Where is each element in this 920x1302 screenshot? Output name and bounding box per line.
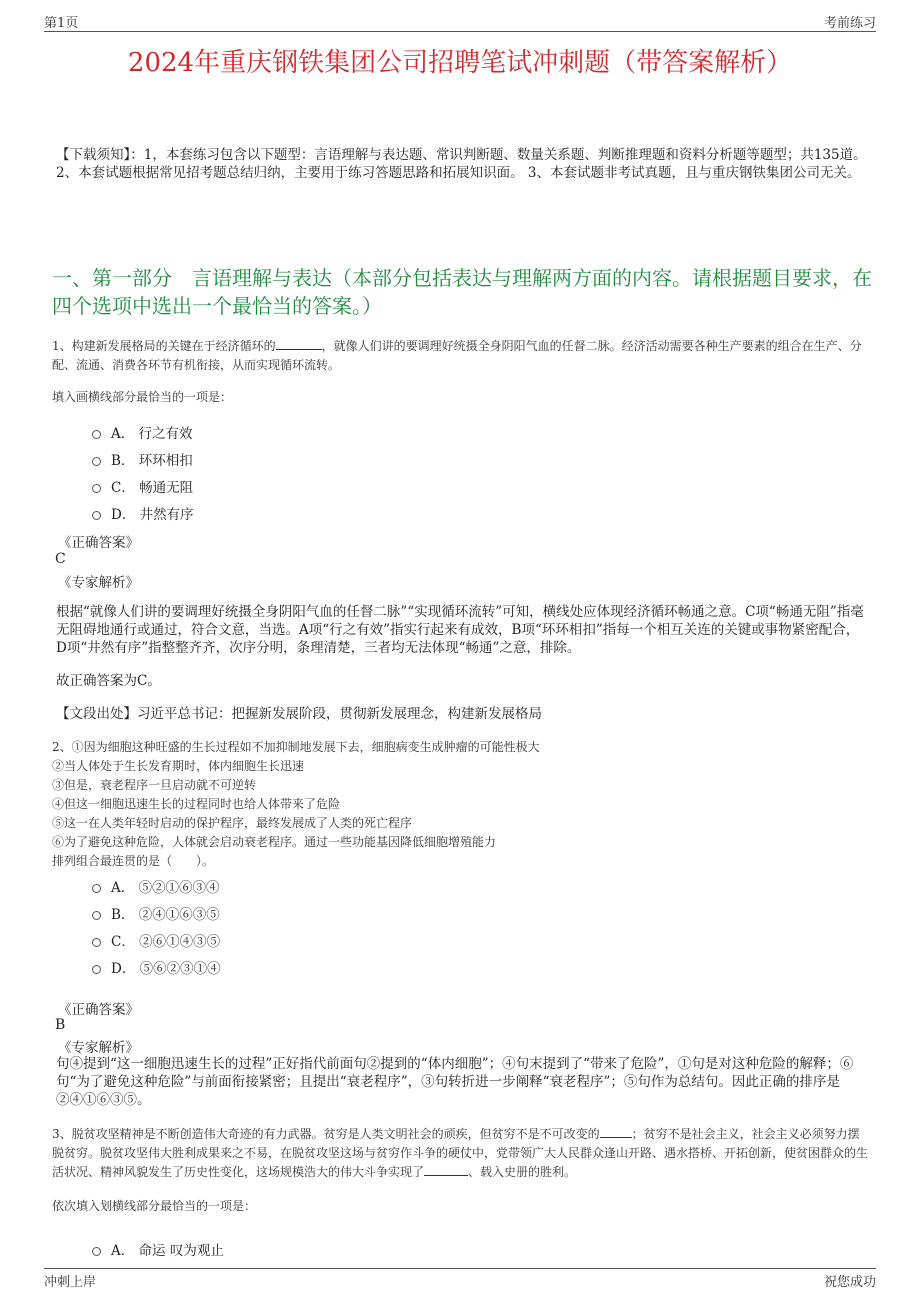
radio-icon[interactable] (92, 911, 101, 920)
header-divider (44, 31, 876, 32)
q2-option-a[interactable] (92, 872, 221, 899)
q2-analysis-label: 《专家解析》 (58, 1040, 139, 1056)
question-1-stem (52, 337, 868, 375)
q1-option-b[interactable] (92, 445, 194, 472)
q2-option-d-label: D． ⑤⑥②③①④ (111, 960, 221, 977)
q1-blank (276, 337, 322, 350)
question-2-stem (52, 738, 868, 871)
q1-option-c[interactable] (92, 472, 194, 499)
header-tag: 考前练习 (823, 16, 876, 31)
q2-answer-label: 《正确答案》 (58, 1002, 139, 1018)
radio-icon[interactable] (92, 1247, 101, 1256)
radio-icon[interactable] (92, 457, 101, 466)
q2-line-1: 2、①因为细胞这种旺盛的生长过程如不加抑制地发展下去，细胞病变生成肿瘤的可能性极大 (52, 740, 540, 754)
q3-option-a[interactable] (92, 1238, 224, 1260)
q1-answer-label: 《正确答案》 (58, 535, 139, 551)
q2-option-a-label: A． ⑤②①⑥③④ (111, 879, 220, 896)
q3-blank-1 (600, 1125, 632, 1138)
q1-option-d-label: D． 井然有序 (111, 506, 194, 523)
q1-option-d[interactable] (92, 499, 194, 526)
q1-stem-part-1: 1、构建新发展格局的关键在于经济循环的 (52, 339, 276, 353)
q2-option-c[interactable] (92, 926, 221, 953)
q1-conclusion: 故正确答案为C。 (56, 673, 161, 689)
q3-stem-part-2: ；贫穷不是社会主义，社会主义必须努力摆脱贫穷。脱贫攻坚伟大胜利成果来之不易，在脱贫攻坚这场与贫穷作斗争的硬仗中，党带领广大人民群众逢山开路、遇水搭桥、开拓创新，使贫困群众的生活状况、精神风貌发生了历史性变化，这场规模浩大的伟大斗争实现了 (52, 1127, 869, 1179)
q1-answer: C (55, 551, 66, 567)
q1-analysis: 根据“就像人们讲的要调理好统摄全身阴阳气血的任督二脉”“实现循环流转”可知，横线处应体现经济循环畅通之意。C项“畅通无阻”指毫无阻碍地通行或通过，符合文意，当选。A项“行之有效”指实行起来有成效，B项“环环相扣”指每一个相互关连的关键或事物紧密配合，D项“井然有序”指整整齐齐，次序分明，条理清楚，三者均无法体现“畅通”之意，排除。 (56, 604, 864, 656)
q3-blank-2 (424, 1163, 468, 1176)
q1-analysis-label: 《专家解析》 (58, 575, 139, 591)
q2-option-b-label: B． ②④①⑥③⑤ (111, 906, 220, 923)
radio-icon[interactable] (92, 938, 101, 947)
q1-source: 【文段出处】习近平总书记：把握新发展阶段，贯彻新发展理念，构建新发展格局 (56, 706, 542, 722)
question-1-prompt: 填入画横线部分最恰当的一项是： (52, 390, 233, 404)
radio-icon[interactable] (92, 884, 101, 893)
q2-line-5: ⑤这一在人类年轻时启动的保护程序，最终发展成了人类的死亡程序 (52, 816, 413, 830)
q1-option-c-label: C． 畅通无阻 (111, 479, 194, 496)
q3-option-a-label: A． 命运 叹为观止 (111, 1243, 224, 1259)
q2-analysis: 句④提到“这一细胞迅速生长的过程”正好指代前面句②提到的“体内细胞”；④句末提到了“带来了危险”，①句是对这种危险的解释；⑥句“为了避免这种危险”与前面衔接紧密；且提出“衰老程序”，③句转折进一步阐释“衰老程序”；⑤句作为总结句。因此正确的排序是②④①⑥③⑤。 (56, 1056, 854, 1108)
q2-answer: B (55, 1017, 66, 1033)
question-1-options (92, 418, 194, 526)
q2-line-2: ②当人体处于生长发育期时，体内细胞生长迅速 (52, 759, 305, 773)
q3-stem-part-1: 3、脱贫攻坚精神是不断创造伟大奇迹的有力武器。贫穷是人类文明社会的顽疾，但贫穷不是不可改变的 (52, 1127, 600, 1141)
question-3-options (92, 1238, 224, 1260)
radio-icon[interactable] (92, 484, 101, 493)
q2-line-3: ③但是，衰老程序一旦启动就不可逆转 (52, 778, 257, 792)
q1-stem-part-2: ，就像人们讲的要调理好统摄全身阴阳气血的任督二脉。经济活动需要各种生产要素的组合在生产、分配、流通、消费各环节有机衔接，从而实现循环流转。 (52, 339, 862, 372)
section-title: 一、第一部分 言语理解与表达（本部分包括表达与理解两方面的内容。请根据题目要求，在四个选项中选出一个最恰当的答案。） (52, 266, 872, 318)
radio-icon[interactable] (92, 965, 101, 974)
q2-option-b[interactable] (92, 899, 221, 926)
q2-line-4: ④但这一细胞迅速生长的过程同时也给人体带来了危险 (52, 797, 341, 811)
q2-option-d[interactable] (92, 953, 221, 980)
page-number: 第1页 (44, 16, 79, 31)
q1-option-a[interactable] (92, 418, 194, 445)
download-notice: 【下载须知】：1，本套练习包含以下题型：言语理解与表达题、常识判断题、数量关系题、判断推理题和资料分析题等题型；共135道。 2、本套试题根据常见招考题总结归纳，主要用于练习答题思路和拓展知识面。 3、本套试题非考试真题，且与重庆钢铁集团公司无关。 (56, 147, 867, 181)
question-3-stem (52, 1125, 868, 1182)
q2-line-6: ⑥为了避免这种危险，人体就会启动衰老程序。通过一些功能基因降低细胞增殖能力 (52, 835, 497, 849)
footer-divider (44, 1268, 876, 1269)
page-title: 2024年重庆钢铁集团公司招聘笔试冲刺题（带答案解析） (127, 48, 793, 78)
q1-option-a-label: A． 行之有效 (111, 425, 193, 442)
q1-option-b-label: B． 环环相扣 (111, 452, 193, 469)
footer-right: 祝您成功 (823, 1275, 876, 1290)
question-3-prompt: 依次填入划横线部分最恰当的一项是： (52, 1199, 257, 1213)
q3-stem-part-3: 、载入史册的胜利。 (468, 1165, 577, 1179)
question-2-options (92, 872, 221, 980)
footer-left: 冲刺上岸 (44, 1275, 97, 1290)
q2-option-c-label: C． ②⑥①④③⑤ (111, 933, 221, 950)
q2-prompt: 排列组合最连贯的是（ ）。 (52, 854, 215, 868)
radio-icon[interactable] (92, 430, 101, 439)
radio-icon[interactable] (92, 511, 101, 520)
